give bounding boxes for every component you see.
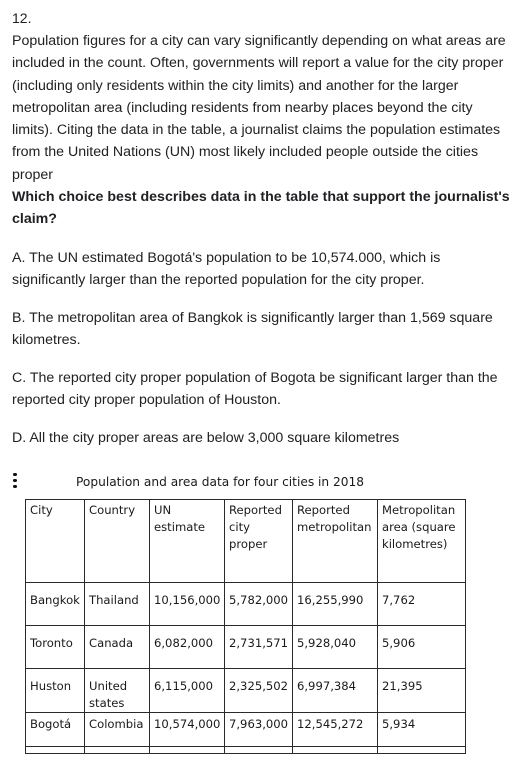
header-cell: Country xyxy=(85,500,150,583)
table-cell: Huston xyxy=(26,669,85,713)
table-cell: 7,762 xyxy=(378,583,466,626)
table-row xyxy=(26,626,466,669)
choice-c[interactable]: C. The reported city proper population of Bogota be significant larger than the reported city proper population of Houston. xyxy=(12,370,498,409)
header-cell: Reported city proper xyxy=(225,500,293,583)
table-cell: 10,156,000 xyxy=(150,583,225,626)
table-cell: 5,782,000 xyxy=(225,583,293,626)
table-cell: 6,115,000 xyxy=(150,669,225,713)
header-cell: Metropolitan area (square kilometres) xyxy=(378,500,466,583)
table-cell xyxy=(225,747,293,754)
header-cell: Reported metropolitan xyxy=(293,500,378,583)
population-table xyxy=(25,499,466,754)
table-row xyxy=(26,583,466,626)
table-cell: 6,997,384 xyxy=(293,669,378,713)
more-vertical-icon[interactable] xyxy=(6,470,24,494)
table-cell: 5,928,040 xyxy=(293,626,378,669)
table-cell: Toronto xyxy=(26,626,85,669)
table-cell xyxy=(378,747,466,754)
table-cell: 2,325,502 xyxy=(225,669,293,713)
table-cell: 10,574,000 xyxy=(150,713,225,747)
table-header-row xyxy=(26,500,466,583)
table-row xyxy=(26,713,466,747)
header-cell: City xyxy=(26,500,85,583)
table-cell: 7,963,000 xyxy=(225,713,293,747)
table-cell: Bogotá xyxy=(26,713,85,747)
table-cell: 12,545,272 xyxy=(293,713,378,747)
header-cell: UN estimate xyxy=(150,500,225,583)
question-number: 12. xyxy=(12,10,32,26)
table-caption: Population and area data for four cities in 2018 xyxy=(76,475,365,489)
question-prompt: Which choice best describes data in the table that support the journalist's claim? xyxy=(12,189,510,228)
table-cell: 5,934 xyxy=(378,713,466,747)
table-cell: United states xyxy=(85,669,150,713)
choice-b[interactable]: B. The metropolitan area of Bangkok is significantly larger than 1,569 square kilometres. xyxy=(12,310,493,349)
table-cell: 2,731,571 xyxy=(225,626,293,669)
question-passage: Population figures for a city can vary significantly depending on what areas are included in the count. Often, governments will report a value for the city proper (including only residents within the city limits) and another for the larger metropolitan area (including residents from nearby places beyond the city limits). Citing the data in the table, a journalist claims the population estimates from the United Nations (UN) most likely included people outside the cities proper xyxy=(12,33,506,183)
table-cell: 21,395 xyxy=(378,669,466,713)
table-cell: 16,255,990 xyxy=(293,583,378,626)
table-cell xyxy=(293,747,378,754)
table-cell xyxy=(85,747,150,754)
table-cell xyxy=(26,747,85,754)
table-cell: Canada xyxy=(85,626,150,669)
table-cell: 5,906 xyxy=(378,626,466,669)
choice-d[interactable]: D. All the city proper areas are below 3,000 square kilometres xyxy=(12,430,400,446)
table-cell: Colombia xyxy=(85,713,150,747)
table-cell: Thailand xyxy=(85,583,150,626)
table-row xyxy=(26,669,466,713)
table-cell xyxy=(150,747,225,754)
table-row-empty xyxy=(26,747,466,754)
table-cell: Bangkok xyxy=(26,583,85,626)
choice-a[interactable]: A. The UN estimated Bogotá's population to be 10,574.000, which is significantly larger than the reported population for the city proper. xyxy=(12,250,441,289)
table-cell: 6,082,000 xyxy=(150,626,225,669)
